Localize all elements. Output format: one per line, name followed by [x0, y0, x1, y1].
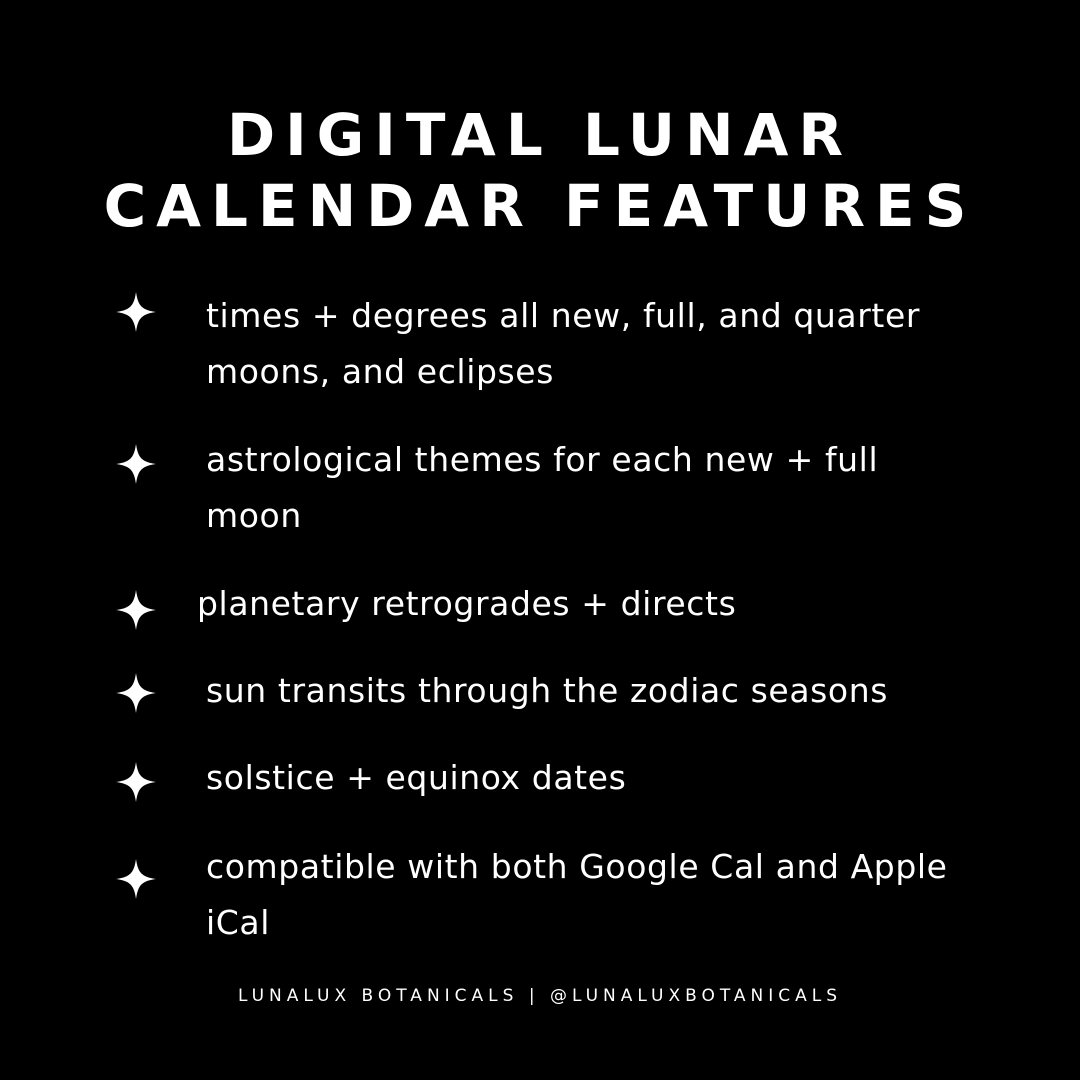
title-line-2: CALENDAR FEATURES [103, 172, 977, 240]
title-line-1: DIGITAL LUNAR [226, 101, 854, 169]
feature-text: compatible with both Google Cal and Apple iCal [206, 847, 948, 942]
four-point-star-icon [116, 859, 156, 899]
feature-text: times + degrees all new, full, and quarter moons, and eclipses [206, 296, 921, 391]
feature-item-times-degrees [0, 288, 1080, 408]
footer-brand-handle: LUNALUX BOTANICALS | @LUNALUXBOTANICALS [237, 986, 843, 1006]
feature-text: sun transits through the zodiac seasons [206, 671, 889, 710]
feature-item-calendar-compatibility [0, 839, 1080, 959]
four-point-star-icon [116, 590, 156, 630]
four-point-star-icon [116, 762, 156, 802]
feature-text: astrological themes for each new + full moon [206, 440, 879, 535]
feature-text: planetary retrogrades + directs [197, 584, 737, 623]
feature-item-astrological-themes [0, 432, 1080, 552]
feature-text: solstice + equinox dates [206, 758, 627, 797]
four-point-star-icon [116, 444, 156, 484]
four-point-star-icon [116, 673, 156, 713]
four-point-star-icon [116, 292, 156, 332]
